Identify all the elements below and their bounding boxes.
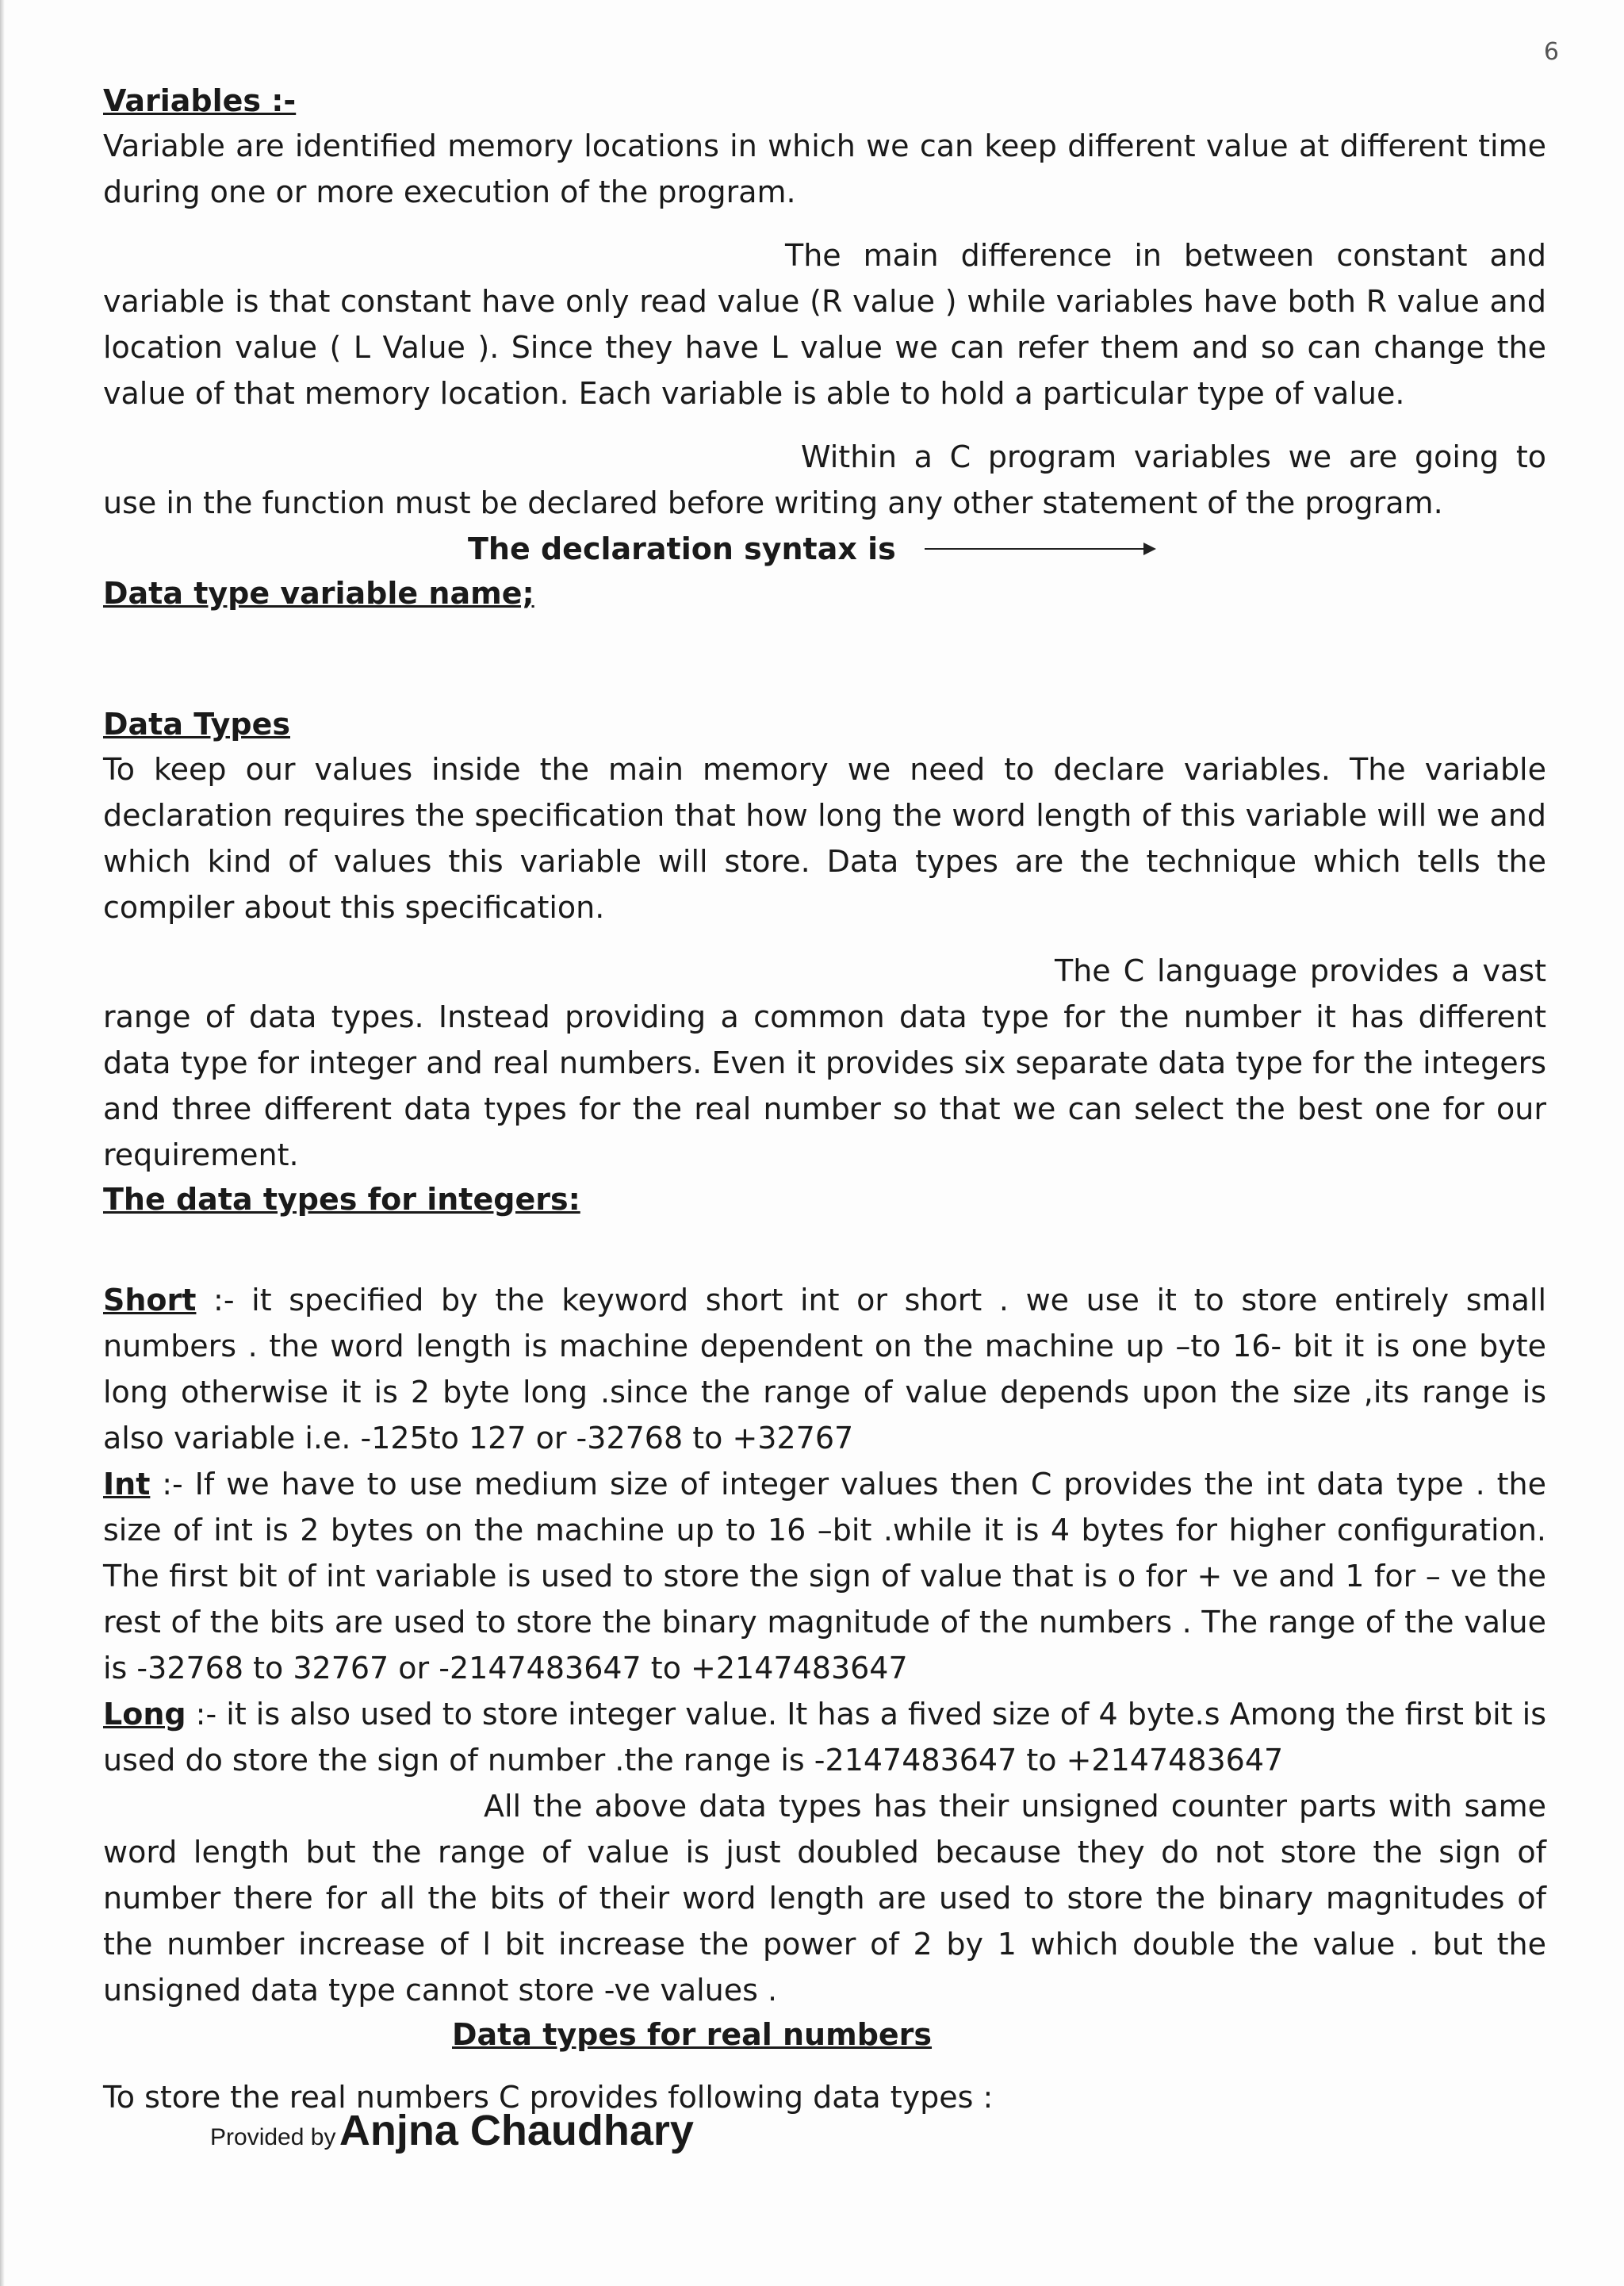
spacer — [103, 416, 1546, 434]
footer-credit — [0, 2106, 904, 2155]
data-types-heading: Data Types — [103, 707, 290, 742]
short-term: Short — [103, 1283, 197, 1318]
short-text: :- it specified by the keyword short int or short . we use it to store entirely small numbers . the word length is machine dependent on the machine up –to 16- bit it is one byte long otherwise it is 2 byte long .since the range of value depends upon the size ,its range is also variable i.e. -125to 127 or -32768 to +32767 — [103, 1283, 1546, 1456]
int-term: Int — [103, 1467, 151, 1502]
spacer — [103, 930, 1546, 948]
page-edge-shadow — [0, 0, 5, 2286]
spacer — [103, 215, 1546, 232]
declaration-syntax: Data type variable name; — [103, 576, 534, 612]
spacer — [103, 2057, 1546, 2074]
long-term: Long — [103, 1697, 186, 1732]
variables-heading: Variables :- — [103, 83, 297, 118]
footer-author: Anjna Chaudhary — [339, 2107, 694, 2154]
data-types-para-2: The C language provides a vast range of data types. Instead providing a common data type for the number it has different data type for integer and real numbers. Even it provides six separate data type for the integers and three different data types for the real number so that we can select the best one for our requirement. — [103, 953, 1546, 1173]
int-text: :- If we have to use medium size of integer values then C provides the int data type . the size of int is 2 bytes on the machine up to 16 –bit .while it is 4 bytes for higher configuration. The first bit of int variable is used to store the sign of value that is o for + ve and 1 for – ve the rest of the bits are used to store the binary magnitude of the numbers . The range of the value is -32768 to 32767 or -2147483647 to +2147483647 — [103, 1467, 1546, 1686]
spacer — [103, 616, 1546, 703]
page-number: 6 — [1543, 38, 1559, 66]
long-paragraph — [103, 1691, 1546, 1783]
integers-heading: The data types for integers: — [103, 1182, 580, 1218]
page-content — [103, 79, 1546, 2120]
unsigned-paragraph: All the above data types has their unsigned counter parts with same word length but the range of value is just doubled because they do not store the sign of number there for all the bits of their word length are used to store the binary magnitudes of the number increase of l bit increase the power of 2 by 1 which double the value . but the unsigned data type cannot store -ve values . — [103, 1789, 1546, 2008]
short-paragraph — [103, 1277, 1546, 1461]
footer-provided-by: Provided by — [210, 2124, 336, 2150]
declaration-syntax-line — [103, 526, 1546, 572]
real-numbers-heading: Data types for real numbers — [452, 2017, 933, 2053]
declaration-syntax-label: The declaration syntax is — [468, 531, 896, 567]
spacer — [103, 1222, 1546, 1277]
int-paragraph — [103, 1461, 1546, 1691]
long-text: :- it is also used to store integer value. It has a fived size of 4 byte.s Among the first bit is used do store the sign of number .the range is -2147483647 to +2147483647 — [103, 1697, 1546, 1778]
real-numbers-para: To store the real numbers C provides following data types : — [103, 2080, 994, 2115]
data-types-para-1: To keep our values inside the main memory we need to declare variables. The variable declaration requires the specification that how long the word length of this variable will we and which kind of values this variable will store. Data types are the technique which tells the compiler about this specification. — [103, 752, 1546, 926]
arrow-right-icon — [925, 548, 1155, 550]
variables-para-3: Within a C program variables we are going to use in the function must be declared before writing any other statement of the program. — [103, 439, 1546, 521]
variables-para-1: Variable are identified memory locations in which we can keep different value at different time during one or more execution of the program. — [103, 128, 1546, 210]
variables-para-2: The main difference in between constant and variable is that constant have only read value (R value ) while variables have both R value and location value ( L Value ). Since they have L value we can refer them and so can change the value of that memory location. Each variable is able to hold a particular type of value. — [103, 238, 1546, 412]
